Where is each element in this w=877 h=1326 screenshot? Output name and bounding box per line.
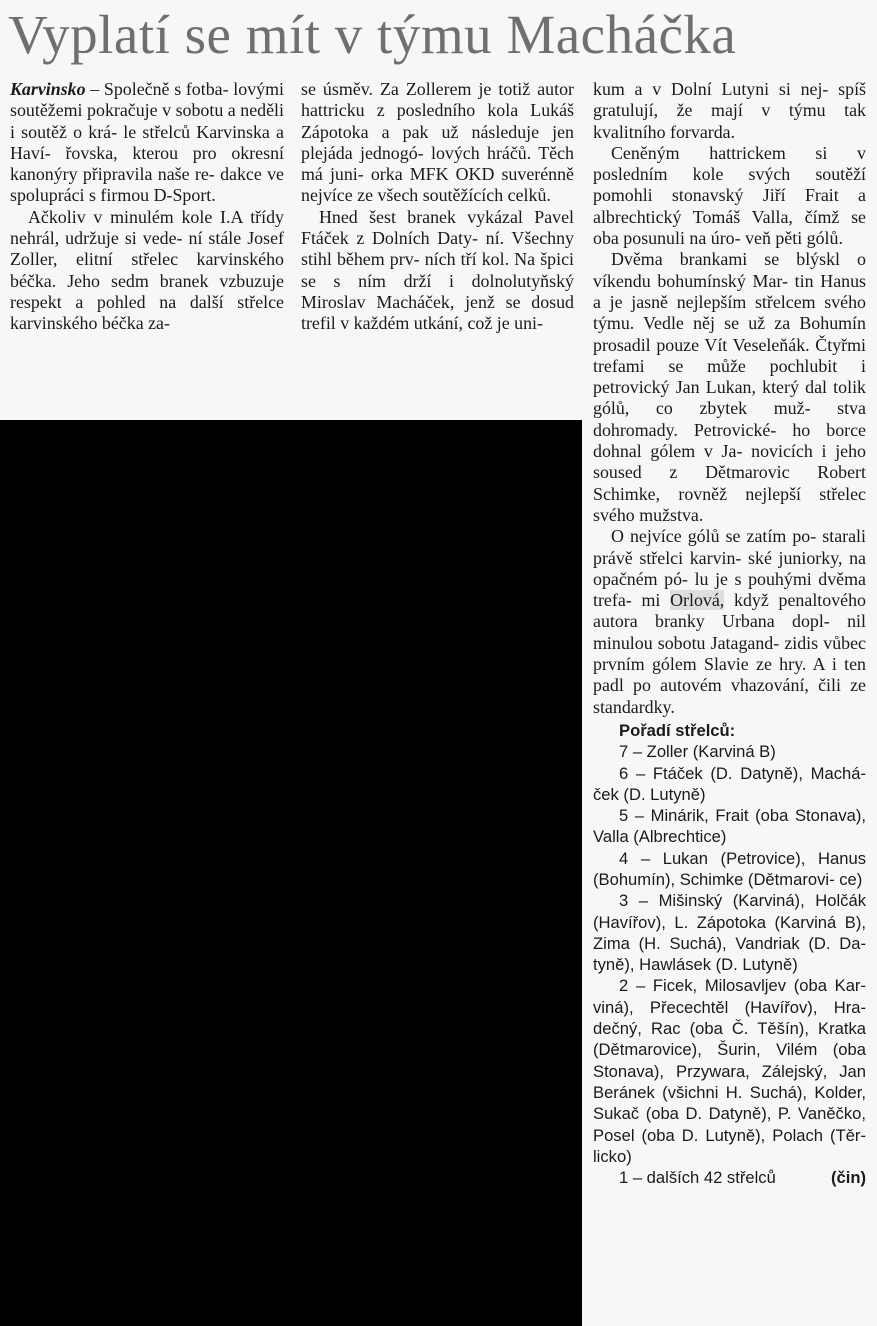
article-column-1 bbox=[10, 79, 284, 335]
paragraph: Dvěma brankami se blýskl o víkendu bohumínský Mar- tin Hanus a je jasně nejlepším střelcem svého týmu. Vedle něj se už za Bohumín prosadil pouze Vít Veseleňák. Čtyřmi trefami se může pochlubit i petrovický Jan Lukan, který dal tolik gólů, co zbytek muž- stva dohromady. Petrovické- ho borce dohnal gólem v Ja- novicích i jeho soused z Dětmarovic Robert Schimke, rovněž nejlepší střelec svého mužstva. bbox=[593, 249, 867, 525]
scorers-ranking bbox=[593, 720, 866, 1189]
paragraph: O nejvíce gólů se zatím po- starali právě střelci karvin- ské juniorky, na opačném pó- lu je s pouhými dvěma trefa- mi Orlová, když penaltového autora branky Urbana dopl- nil minulou sobotu Jatagand- zidis vůbec prvním gólem Slavie ze hry. A i ten padl po autovém vhazování, čili ze standardky. bbox=[593, 526, 866, 717]
ranking-entry: 5 – Minárik, Frait (oba Stonava), Valla (Albrechtice) bbox=[593, 806, 866, 847]
ranking-entry: 2 – Ficek, Milosavljev (oba Kar- viná), Přecechtěl (Havířov), Hra- dečný, Rac (oba Č. Těšín), Kratka (Dětmarovice), Šurin, Vilém (oba Stonava), Przywara, Zálejský, Jan Beránek (všichni H. Suchá), Kolder, Sukač (oba D. Datyně), P. Vaněčko, Posel (oba D. Lutyně), Polach (Těr- licko) bbox=[593, 976, 866, 1166]
ranking-entry: 3 – Mišinský (Karviná), Holčák (Havířov), L. Zápotoka (Karviná B), Zima (H. Suchá), Vandriak (D. Da- tyně), Hawlásek (D. Lutyně) bbox=[593, 891, 866, 975]
ranking-entry: 6 – Ftáček (D. Datyně), Machá- ček (D. Lutyně) bbox=[593, 763, 866, 804]
ranking-entry: 4 – Lukan (Petrovice), Hanus (Bohumín), Schimke (Dětmarovi- ce) bbox=[593, 848, 866, 889]
ranking-entry: 1 – dalších 42 střelců (čin) bbox=[619, 1168, 866, 1188]
article-column-2 bbox=[301, 79, 574, 335]
dateline: Karvinsko bbox=[10, 79, 86, 99]
paragraph: Hned šest branek vykázal Pavel Ftáček z Dolních Daty- ní. Všechny stihl během prv- ních tří kol. Na špici se s ním drží i dolnolutyňský Miroslav Macháček, jenž se dosud trefil v každém utkání, což je uni- bbox=[301, 206, 575, 334]
paragraph: se úsměv. Za Zollerem je totiž autor hattricku z posledního kola Lukáš Zápotoka a pak už následuje jen plejáda jednogó- lových hráčů. Těch má juni- orka MFK OKD suverénně nejvíce ze všech soutěžících celků. bbox=[301, 79, 574, 206]
paragraph: Ceněným hattrickem si v posledním kole svých soutěží pomohli stonavský Jiří Frait a albrechtický Tomáš Valla, čímž se oba posunuli na úro- veň pěti gólů. bbox=[593, 142, 866, 249]
article-column-3 bbox=[593, 79, 866, 1188]
ranking-title: Pořadí střelců: bbox=[619, 720, 736, 740]
paragraph: Ačkoliv v minulém kole I.A třídy nehrál, udržuje si vede- ní stále Josef Zoller, elitní střelec karvinského béčka. Jeho sedm branek vzbuzuje respekt a pohled na další střelce karvinského béčka za- bbox=[10, 206, 284, 334]
headline: Vyplatí se mít v týmu Macháčka bbox=[8, 4, 737, 65]
paragraph: Karvinsko – Společně s fotba- lovými soutěžemi pokračuje v sobotu a neděli i soutěž o krá- le střelců Karvinska a Haví- řovska, kterou pro okresní kanonýry připravila naše re- dakce ve spolupráci s firmou D-Sport. bbox=[10, 79, 284, 206]
author-credit: (čin) bbox=[830, 1168, 866, 1188]
photo-placeholder bbox=[0, 420, 582, 1326]
highlighted-word: Orlová, bbox=[670, 590, 725, 611]
ranking-entry: 7 – Zoller (Karviná B) bbox=[619, 742, 776, 762]
paragraph: kum a v Dolní Lutyni si nej- spíš gratulují, že mají v týmu tak kvalitního forvarda. bbox=[593, 79, 866, 142]
